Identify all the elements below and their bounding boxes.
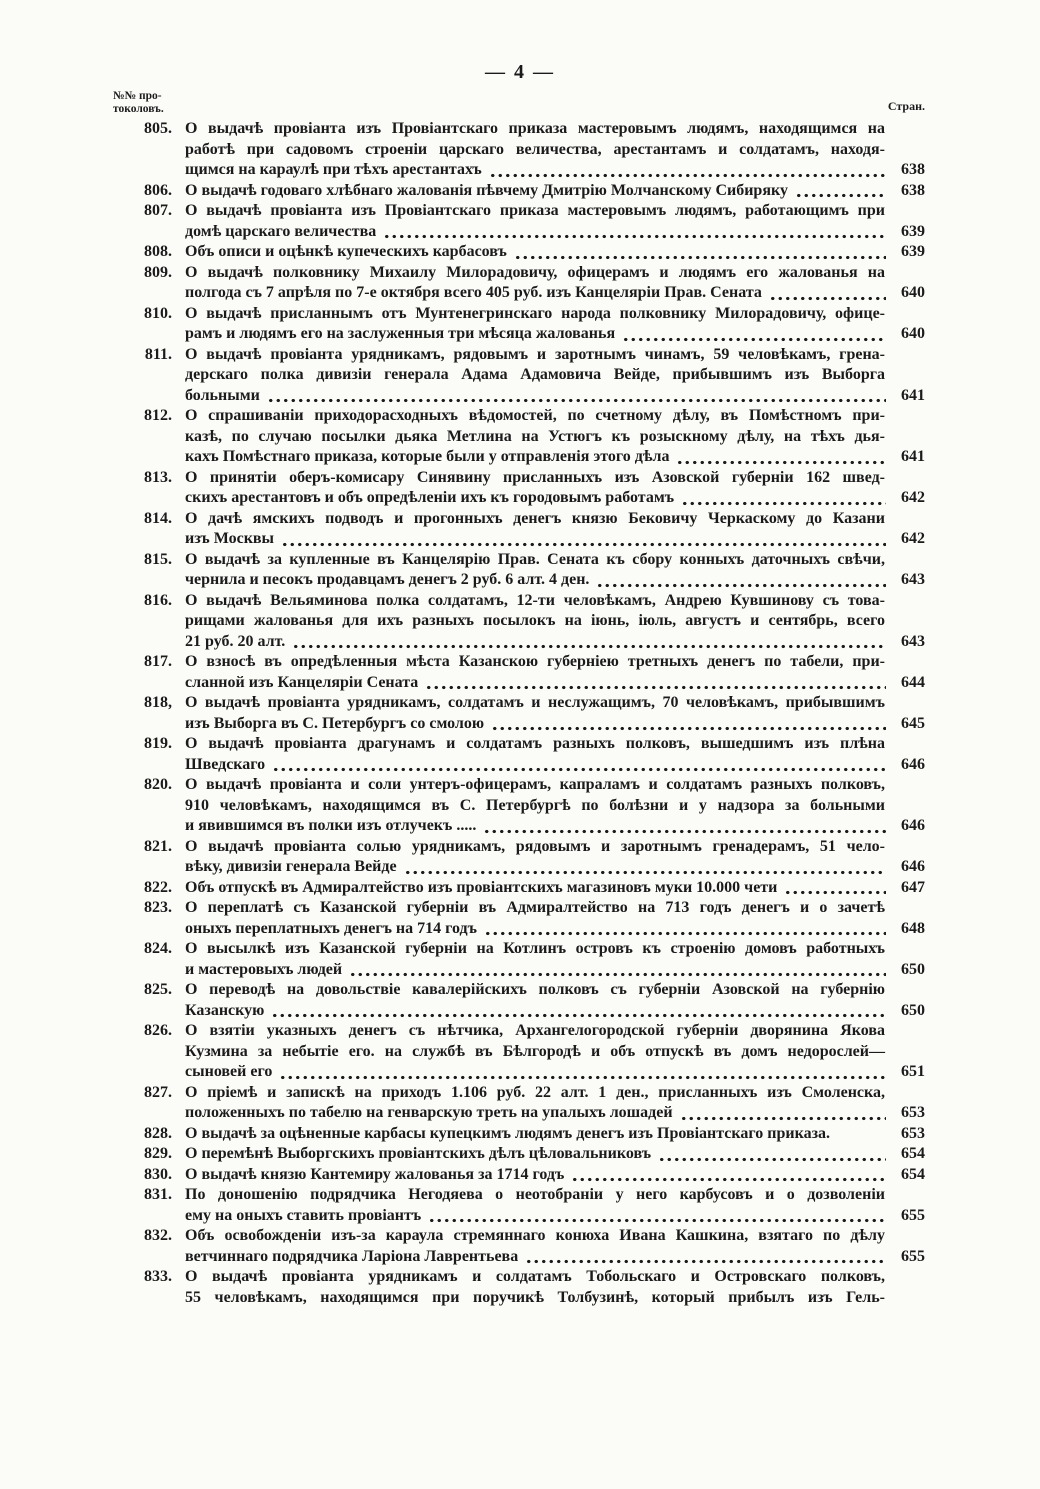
dot-leader: [271, 1001, 886, 1022]
entry-text-block: [185, 1144, 925, 1165]
entry-text-block: [185, 406, 925, 468]
entry-page-number: 654: [901, 1145, 925, 1162]
entry-page-number: 655: [901, 1247, 925, 1265]
entry-page-number: 650: [901, 960, 925, 978]
entry-final-line: [185, 447, 925, 468]
toc-entry: [130, 1083, 925, 1124]
entry-page-number: 650: [901, 1001, 925, 1019]
entry-text-line: О выдачѣ провіанта изъ Провіантскаго приказа мастеровымъ людямъ, находящимся на: [185, 120, 885, 137]
entry-text-line: О выдачѣ провіанта драгунамъ и солдатамъ разныхъ полковъ, вышедшимъ изъ плѣна: [185, 735, 885, 752]
entry-number: 825.: [144, 981, 172, 998]
entry-final-line: [185, 283, 925, 304]
toc-entry: [130, 345, 925, 407]
entry-number: 807.: [144, 202, 172, 219]
entry-final-line: [185, 878, 925, 899]
entry-page-number: 642: [901, 489, 925, 506]
entry-final-line: [185, 632, 925, 653]
entry-page-number: 640: [901, 325, 925, 342]
toc-entry: [130, 1144, 925, 1165]
entry-text-line: По доношенію подрядчика Негодяева о неотобраніи у него карбусовъ и о дозволеніи: [185, 1186, 885, 1203]
dot-leader: [404, 857, 886, 878]
entry-number: 833.: [144, 1268, 172, 1285]
dot-leader: [281, 529, 886, 550]
entry-text-line: работѣ при садовомъ строеніи царскаго величества, арестантамъ и солдатамъ, находя-: [185, 140, 885, 158]
entry-text-line: О выдачѣ полковнику Михаилу Милорадовичу, офицерамъ и людямъ его жалованья на: [185, 263, 885, 281]
entry-page-number: 644: [901, 673, 925, 691]
toc-entry: [130, 878, 925, 899]
entry-text-line: О выдачѣ годоваго хлѣбнаго жалованія пѣвчему Дмитрію Молчанскому Сибиряку: [185, 181, 788, 199]
toc-entry: [130, 1226, 925, 1267]
toc-list: [130, 119, 925, 1308]
entry-number: 811.: [144, 345, 172, 363]
entry-text-line: 910 человѣкамъ, находящимся въ С. Петербургѣ по болѣзни и у надзора за больными: [185, 796, 885, 814]
entry-text-block: [185, 509, 925, 550]
entry-text-block: [185, 1185, 925, 1226]
entry-page-number: 641: [901, 448, 925, 465]
entry-text-line: О выдачѣ провіанта изъ Провіантскаго приказа мастеровымъ людямъ, работающимъ при: [185, 202, 885, 219]
entry-page-number: 648: [901, 919, 925, 937]
entry-final-line: [185, 1103, 925, 1124]
toc-entry: [130, 509, 925, 550]
dot-leader: [837, 1124, 886, 1145]
dot-leader: [428, 1206, 886, 1227]
entry-text-block: [185, 181, 925, 202]
entry-text-line: 55 человѣкамъ, находящимся при поручикѣ Толбузинѣ, который прибылъ изъ Гель-: [185, 1288, 885, 1306]
entry-number: 809.: [144, 263, 172, 281]
entry-number: 815.: [144, 550, 172, 568]
entry-page-number: 643: [901, 571, 925, 588]
entry-number: 810.: [144, 304, 172, 322]
entry-number: 814.: [144, 509, 172, 527]
entry-text-line: О выдачѣ провіанта урядникамъ, рядовымъ и заротнымъ чинамъ, 59 человѣкамъ, грена-: [185, 345, 885, 363]
entry-final-line: [185, 222, 925, 243]
toc-entry: [130, 652, 925, 693]
entry-page-number: 646: [901, 858, 925, 875]
entry-page-number: 655: [901, 1206, 925, 1224]
entry-final-line: [185, 1124, 925, 1145]
entry-text-block: [185, 1021, 925, 1083]
entry-text-line: домѣ царскаго величества: [185, 222, 377, 240]
entry-final-line: [185, 1247, 925, 1268]
entry-text-line: ему на оныхъ ставить провіантъ: [185, 1206, 422, 1224]
entry-number: 829.: [144, 1145, 172, 1162]
entry-number: 813.: [144, 468, 172, 486]
entry-text-line: О выдачѣ князю Кантемиру жалованья за 1714 годъ: [185, 1165, 565, 1183]
entry-final-line: [185, 857, 925, 878]
entry-text-line: Объ отпускѣ въ Адмиралтейство изъ провіантскихъ магазиновъ муки 10.000 чети: [185, 878, 778, 896]
dot-leader: [514, 242, 886, 263]
entry-final-line: [185, 1144, 925, 1165]
entry-number: 820.: [144, 776, 172, 793]
entry-number: 826.: [144, 1022, 172, 1039]
toc-entry: [130, 1185, 925, 1226]
entry-text-block: [185, 1165, 925, 1186]
entry-text-block: [185, 980, 925, 1021]
entry-text-block: [185, 939, 925, 980]
entry-text-block: [185, 242, 925, 263]
entry-text-line: О выдачѣ провіанта солью урядникамъ, рядовымъ и заротнымъ гренадерамъ, 51 чело-: [185, 837, 885, 855]
entry-text-line: О выдачѣ за оцѣненные карбасы купецкимъ людямъ денегъ изъ Провіантскаго приказа.: [185, 1124, 830, 1142]
toc-entry: [130, 304, 925, 345]
entry-page-number: 646: [901, 755, 925, 773]
entry-text-block: [185, 734, 925, 775]
toc-entry: [130, 242, 925, 263]
entry-number: 824.: [144, 940, 172, 957]
entry-page-number: 641: [901, 386, 925, 404]
entry-text-block: [185, 263, 925, 304]
entry-text-block: [185, 345, 925, 407]
entry-text-block: [185, 652, 925, 693]
dot-leader: [272, 755, 886, 776]
entry-text-line: О переводѣ на довольствіе кавалерійскихъ полковъ съ губерніи Азовской на губернію: [185, 981, 885, 998]
toc-entry: [130, 734, 925, 775]
dot-leader: [784, 878, 886, 899]
entry-text-line: сыновей его: [185, 1063, 273, 1080]
entry-page-number: 654: [901, 1165, 925, 1183]
entry-final-line: [185, 570, 925, 591]
entry-text-line: Объ описи и оцѣнкѣ купеческихъ карбасовъ: [185, 243, 507, 260]
entry-text-block: [185, 1083, 925, 1124]
table-of-contents-column-headers: [113, 86, 925, 116]
dot-leader: [681, 488, 886, 509]
entry-text-line: О выдачѣ провіанта и соли унтеръ-офицерамъ, капраламъ и солдатамъ разныхъ полковъ,: [185, 776, 885, 793]
page-number-header: — 4 —: [485, 61, 555, 83]
entry-number: 822.: [144, 878, 172, 896]
entry-number: 808.: [144, 243, 172, 260]
entry-text-line: О спрашиваніи приходорасходныхъ вѣдомостей, по счетному дѣлу, въ Помѣстномъ при-: [185, 407, 885, 424]
toc-entry: [130, 775, 925, 837]
entry-text-line: изъ Выборга въ С. Петербургъ со смолою: [185, 714, 485, 732]
entry-final-line: [185, 673, 925, 694]
entry-text-line: О выдачѣ Вельяминова полка солдатамъ, 12-ти человѣкамъ, Андрею Кувшинову съ това-: [185, 591, 885, 609]
entry-number: 823.: [144, 899, 172, 916]
entry-page-number: 651: [901, 1063, 925, 1080]
entry-final-line: [185, 529, 925, 550]
protocol-header-line-1: №№ про-: [113, 90, 162, 102]
toc-entry: [130, 1021, 925, 1083]
entry-number: 806.: [144, 181, 172, 199]
entry-text-line: щимся на караулѣ при тѣхъ арестантахъ: [185, 161, 482, 178]
entry-text-line: О пріемѣ и запискѣ на приходъ 1.106 руб. 22 алт. 1 ден., присланныхъ изъ Смоленска,: [185, 1083, 885, 1101]
entry-text-line: О взятіи указныхъ денегъ съ нѣтчика, Архангелогородской губерніи дворянина Якова: [185, 1022, 885, 1039]
toc-entry: [130, 263, 925, 304]
entry-number: 827.: [144, 1083, 172, 1101]
entry-number: 828.: [144, 1124, 172, 1142]
entry-number: 817.: [144, 653, 172, 670]
entry-text-block: [185, 468, 925, 509]
entry-text-line: рамъ и людямъ его на заслуженныя три мѣсяца жалованья: [185, 325, 616, 342]
entry-text-line: О высылкѣ изъ Казанской губерніи на Котлинъ островъ къ строенію домовъ работныхъ: [185, 940, 885, 957]
entry-text-block: [185, 878, 925, 899]
entry-text-line: Объ освобожденіи изъ-за караула стремяннаго конюха Ивана Кашкина, взятаго по дѣлу: [185, 1227, 885, 1244]
entry-text-line: Кузмина за небытіе его. на службѣ въ Бѣлгородѣ и объ отпускѣ въ домъ недорослей—: [185, 1042, 885, 1060]
entry-text-line: дерскаго полка дивизіи генерала Адама Адамовича Вейде, прибывшимъ изъ Выборга: [185, 366, 885, 383]
entry-text-line: Шведскаго: [185, 755, 266, 773]
entry-final-line: [185, 714, 925, 735]
toc-entry: [130, 406, 925, 468]
entry-final-line: [185, 1001, 925, 1022]
entry-text-line: казѣ, по случаю посылки дьяка Метлина на Устюгъ къ розыскному дѣлу, на тѣхъ дья-: [185, 427, 885, 445]
entry-final-line: [185, 1165, 925, 1186]
toc-entry: [130, 939, 925, 980]
entry-page-number: 646: [901, 817, 925, 834]
entry-text-block: [185, 837, 925, 878]
toc-entry: [130, 837, 925, 878]
dot-leader: [525, 1247, 886, 1268]
entry-text-line: больными: [185, 386, 260, 404]
dot-leader: [279, 1062, 886, 1083]
entry-page-number: 653: [901, 1104, 925, 1121]
entry-text-block: [185, 1226, 925, 1267]
dot-leader: [349, 960, 886, 981]
toc-entry: [130, 1165, 925, 1186]
entry-final-line: [185, 242, 925, 263]
toc-entry: [130, 591, 925, 653]
entry-number: 818,: [144, 694, 172, 711]
entry-final-line: [185, 386, 925, 407]
entry-final-line: [185, 1062, 925, 1083]
entry-text-block: [185, 693, 925, 734]
entry-text-line: О дачѣ ямскихъ подводъ и прогонныхъ денегъ князю Бековичу Черкаскому до Казани: [185, 509, 885, 527]
entry-text-line: ветчиннаго подрядчика Ларіона Лаврентьева: [185, 1247, 519, 1265]
entry-text-block: [185, 775, 925, 837]
entry-final-line: [185, 324, 925, 345]
entry-text-line: О выдачѣ за купленные въ Канцелярію Прав. Сената къ сбору конныхъ даточныхъ свѣчи,: [185, 550, 885, 568]
entry-page-number: 639: [901, 222, 925, 240]
dot-leader: [491, 714, 886, 735]
dot-leader: [795, 181, 886, 202]
entry-final-line: [185, 755, 925, 776]
protocol-header-line-2: токоловъ.: [113, 103, 164, 115]
entry-text-block: [185, 1124, 925, 1145]
entry-number: 805.: [144, 120, 172, 137]
entry-final-line: [185, 1206, 925, 1227]
toc-entry: [130, 980, 925, 1021]
dot-leader: [425, 673, 886, 694]
entry-final-line: [185, 488, 925, 509]
toc-entry: [130, 181, 925, 202]
entry-page-number: 638: [901, 181, 925, 199]
entry-text-line: О выдачѣ провіанта урядникамъ и солдатамъ Тобольскаго и Островскаго полковъ,: [185, 1268, 885, 1285]
entry-number: 832.: [144, 1227, 172, 1244]
entry-text-block: [185, 550, 925, 591]
entry-number: 821.: [144, 837, 172, 855]
entry-text-line: О взносѣ въ опредѣленныя мѣста Казанскою губерніею третныхъ денегъ по табели, при-: [185, 653, 885, 670]
entry-text-line: положенныхъ по табелю на генварскую треть на упалыхъ лошадей: [185, 1104, 673, 1121]
entry-final-line: [185, 960, 925, 981]
dot-leader: [489, 160, 886, 181]
dot-leader: [769, 283, 886, 304]
entry-number: 812.: [144, 407, 172, 424]
entry-text-line: сланной изъ Канцеляріи Сената: [185, 673, 419, 691]
entry-number: 819.: [144, 735, 172, 752]
entry-text-block: [185, 201, 925, 242]
entry-final-line: [185, 160, 925, 181]
entry-text-line: и мастеровыхъ людей: [185, 960, 343, 978]
toc-entry: [130, 693, 925, 734]
entry-text-line: кахъ Помѣстнаго приказа, которые были у отправленія этого дѣла: [185, 448, 670, 465]
dot-leader: [483, 816, 886, 837]
dot-leader: [292, 632, 886, 653]
entry-text-block: [185, 591, 925, 653]
protocol-number-column-header: [113, 90, 164, 116]
page-column-header: Стран.: [887, 99, 925, 113]
dot-leader: [571, 1165, 886, 1186]
entry-text-line: скихъ арестантовъ и объ опредѣленіи ихъ къ городовымъ работамъ: [185, 489, 675, 506]
entry-text-line: Казанскую: [185, 1001, 265, 1019]
entry-text-line: О выдачѣ провіанта урядникамъ, солдатамъ и неслужащимъ, 70 человѣкамъ, прибывшимъ: [185, 694, 885, 711]
page-content: [0, 86, 1040, 1308]
entry-number: 830.: [144, 1165, 172, 1183]
entry-text-line: О принятіи оберъ-комисару Синявину присланныхъ изъ Азовской губерніи 162 швед-: [185, 468, 885, 486]
entry-text-line: вѣку, дивизіи генерала Вейде: [185, 858, 397, 875]
toc-entry: [130, 1124, 925, 1145]
entry-text-line: О выдачѣ присланнымъ отъ Мунтенегринскаго народа полковнику Милорадовичу, офице-: [185, 304, 885, 322]
dot-leader: [676, 447, 886, 468]
entry-number: 816.: [144, 591, 172, 609]
entry-text-line: 21 руб. 20 алт.: [185, 632, 286, 650]
entry-page-number: 645: [901, 714, 925, 732]
entry-text-line: полгода съ 7 апрѣля по 7-е октября всего 405 руб. изъ Канцеляріи Прав. Сената: [185, 284, 762, 301]
toc-entry: [130, 898, 925, 939]
toc-entry: [130, 201, 925, 242]
entry-text-line: чернила и песокъ продавцамъ денегъ 2 руб. 6 алт. 4 ден.: [185, 571, 590, 588]
toc-entry: [130, 468, 925, 509]
dot-leader: [658, 1144, 886, 1165]
entry-page-number: 643: [901, 632, 925, 650]
entry-page-number: 642: [901, 530, 925, 547]
entry-final-line: [185, 919, 925, 940]
entry-text-block: [185, 119, 925, 181]
dot-leader: [680, 1103, 886, 1124]
entry-text-line: рищами жалованья для ихъ разныхъ посылокъ на іюнь, іюль, августъ и сентябрь, всего: [185, 612, 885, 629]
entry-page-number: 653: [901, 1124, 925, 1142]
toc-entry: [130, 119, 925, 181]
dot-leader: [596, 570, 886, 591]
entry-text-line: изъ Москвы: [185, 530, 275, 547]
entry-final-line: [185, 816, 925, 837]
toc-entry: [130, 1267, 925, 1308]
entry-page-number: 638: [901, 161, 925, 178]
entry-page-number: 639: [901, 243, 925, 260]
toc-entry: [130, 550, 925, 591]
dot-leader: [622, 324, 886, 345]
dot-leader: [383, 222, 886, 243]
entry-page-number: 647: [901, 878, 925, 896]
entry-number: 831.: [144, 1186, 172, 1203]
entry-text-line: О переплатѣ съ Казанской губерніи въ Адмиралтейство на 713 годъ денегъ и о зачетѣ: [185, 899, 885, 916]
entry-text-line: О перемѣнѣ Выборгскихъ провіантскихъ дѣлъ цѣловальниковъ: [185, 1145, 652, 1162]
dot-leader: [267, 386, 886, 407]
entry-text-block: [185, 898, 925, 939]
entry-page-number: 640: [901, 284, 925, 301]
entry-text-block: [185, 1267, 925, 1308]
dot-leader: [484, 919, 886, 940]
entry-final-line: [185, 181, 925, 202]
entry-text-line: оныхъ переплатныхъ денегъ на 714 годъ: [185, 919, 477, 937]
entry-text-line: и явившимся въ полки изъ отлучекъ .....: [185, 817, 477, 834]
entry-text-block: [185, 304, 925, 345]
